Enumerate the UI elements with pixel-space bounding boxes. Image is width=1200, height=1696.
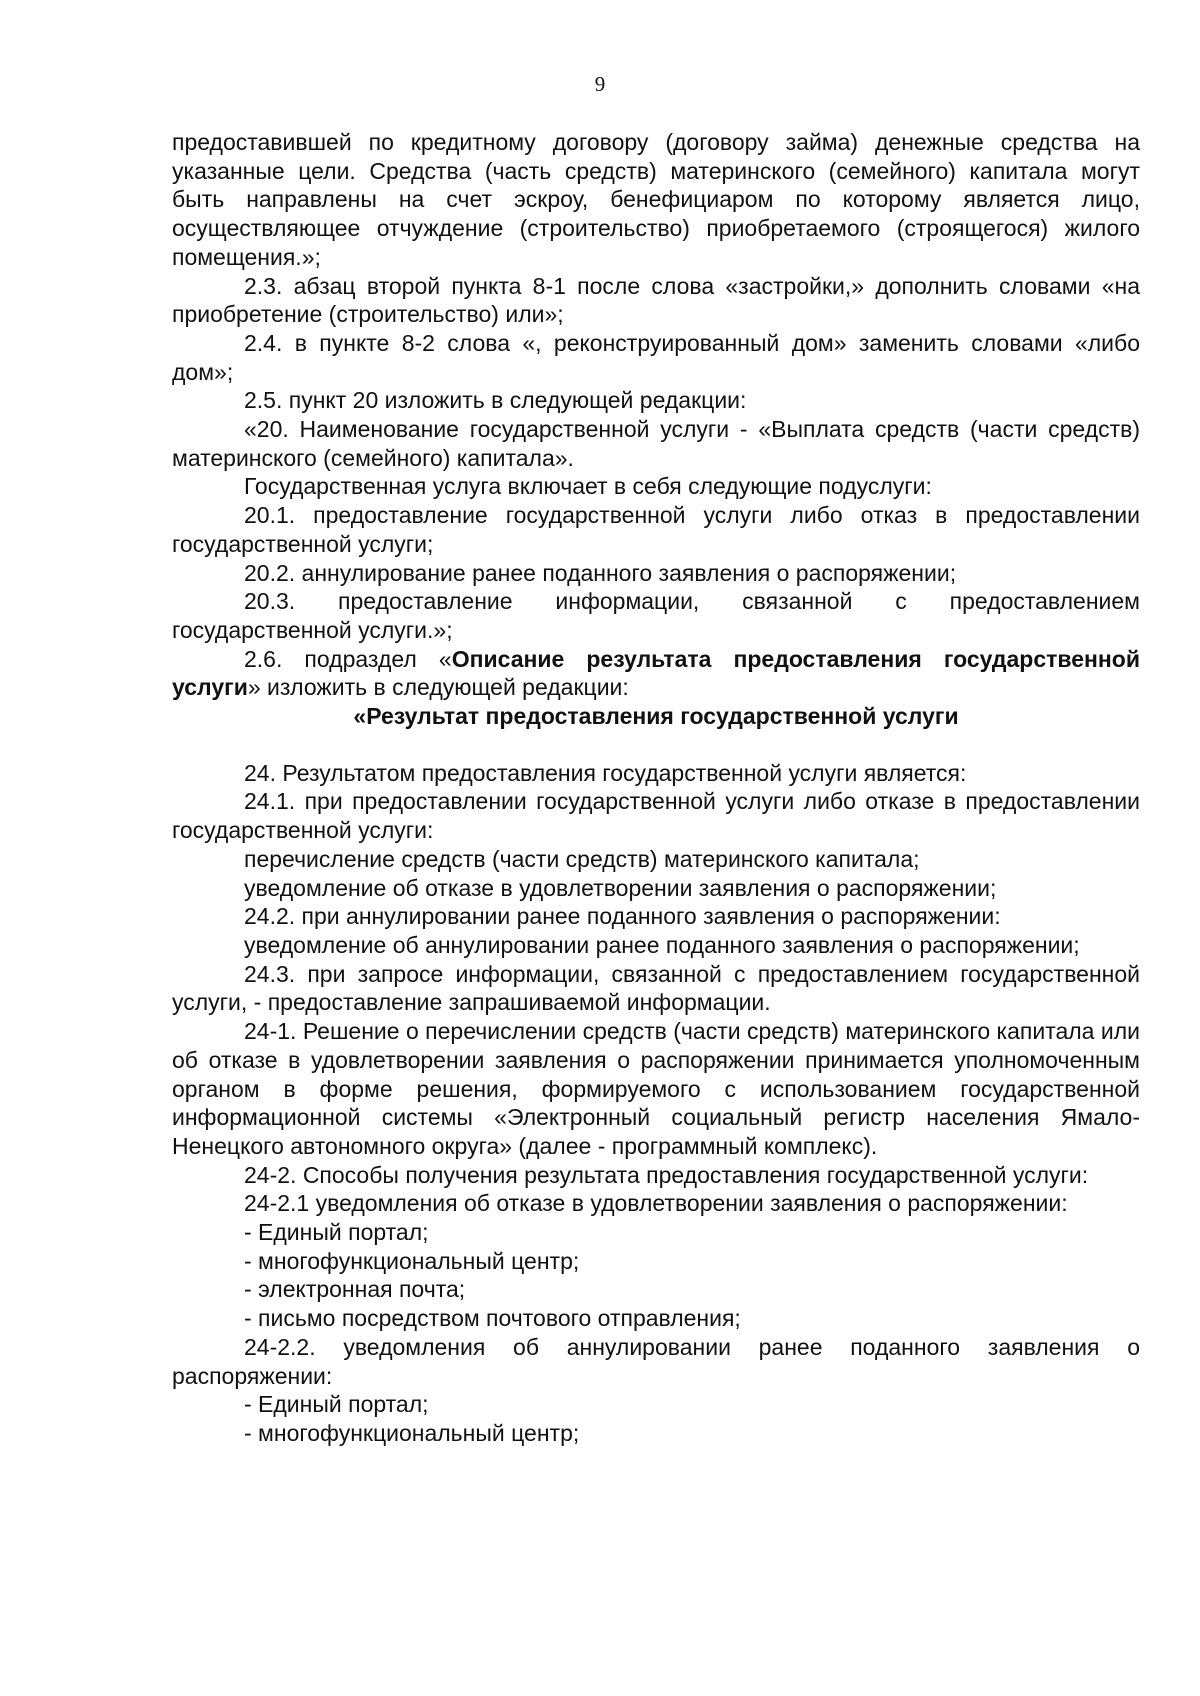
- list-item: - Единый портал;: [244, 1219, 429, 1246]
- paragraph-24-2-2: 24-2.2. уведомления об аннулировании ранее поданного заявления о распоряжении:: [172, 1333, 1140, 1389]
- paragraph-24-hyphen-1: 24-1. Решение о перечислении средств (части средств) материнского капитала или об отказе в удовлетворении заявления о распоряжении принимается уполномоченным органом в форме решения, формируемого с использованием государственной информационной системы «Электронный социальный регистр населения Ямало-Ненецкого автономного округа» (далее - программный комплекс).: [172, 1018, 1140, 1159]
- paragraph-2-6: [172, 645, 1140, 702]
- paragraph-2-6-prefix: 2.6. подраздел «: [244, 645, 452, 672]
- spacer: [172, 731, 1140, 759]
- list-item: - многофункциональный центр;: [244, 1247, 580, 1274]
- document-body: [172, 128, 1140, 1448]
- paragraph-24-hyphen-2: 24-2. Способы получения результата предоставления государственной услуги:: [244, 1161, 1089, 1188]
- paragraph-subservices: Государственная услуга включает в себя следующие подуслуги:: [244, 473, 932, 500]
- paragraph-20-1: 20.1. предоставление государственной услуги либо отказ в предоставлении государственной услуги;: [172, 502, 1140, 557]
- paragraph-24-3: 24.3. при запросе информации, связанной с предоставлением государственной услуги, - предоставление запрашиваемой информации.: [172, 960, 1140, 1016]
- paragraph-20-3: 20.3. предоставление информации, связанной с предоставлением государственной услуги.»;: [172, 588, 1140, 643]
- paragraph-24: 24. Результатом предоставления государственной услуги является:: [244, 759, 967, 786]
- paragraph-24-2: 24.2. при аннулировании ранее поданного заявления о распоряжении:: [244, 903, 1001, 930]
- paragraph-24-1: 24.1. при предоставлении государственной услуги либо отказе в предоставлении государственной услуги:: [172, 788, 1140, 844]
- paragraph-24-2-1: 24-2.1 уведомления об отказе в удовлетворении заявления о распоряжении:: [244, 1190, 1068, 1217]
- paragraph-2-6-suffix: » изложить в следующей редакции:: [247, 674, 629, 701]
- paragraph-20-2: 20.2. аннулирование ранее поданного заявления о распоряжении;: [244, 559, 957, 586]
- list-item: - письмо посредством почтового отправления;: [244, 1305, 741, 1332]
- paragraph-20: «20. Наименование государственной услуги - «Выплата средств (части средств) материнского (семейного) капитала».: [172, 416, 1140, 471]
- paragraph-24-1-a: перечисление средств (части средств) материнского капитала;: [244, 845, 920, 872]
- list-item: - Единый портал;: [244, 1391, 429, 1418]
- paragraph-2-6-bold: Описание результата предоставления государственной услуги: [172, 645, 1140, 701]
- page-number: 9: [594, 72, 606, 96]
- paragraph-continuation: предоставившей по кредитному договору (договору займа) денежные средства на указанные цели. Средства (часть средств) материнского (семейного) капитала могут быть направлены на счет эскроу, бенефициаром по которому является лицо, осуществляющее отчуждение (строительство) приобретаемого (строящегося) жилого помещения.»;: [172, 129, 1140, 270]
- paragraph-24-1-b: уведомление об отказе в удовлетворении заявления о распоряжении;: [244, 874, 997, 901]
- section-heading: «Результат предоставления государственной услуги: [353, 703, 959, 730]
- paragraph-2-4: 2.4. в пункте 8-2 слова «, реконструированный дом» заменить словами «либо дом»;: [172, 329, 1140, 385]
- paragraph-2-3: 2.3. абзац второй пункта 8-1 после слова «застройки,» дополнить словами «на приобретение (строительство) или»;: [172, 272, 1140, 328]
- paragraph-24-2-a: уведомление об аннулировании ранее поданного заявления о распоряжении;: [244, 931, 1080, 958]
- list-item: - электронная почта;: [244, 1276, 466, 1303]
- paragraph-2-5: 2.5. пункт 20 изложить в следующей редакции:: [244, 387, 747, 414]
- list-item: - многофункциональный центр;: [244, 1419, 580, 1446]
